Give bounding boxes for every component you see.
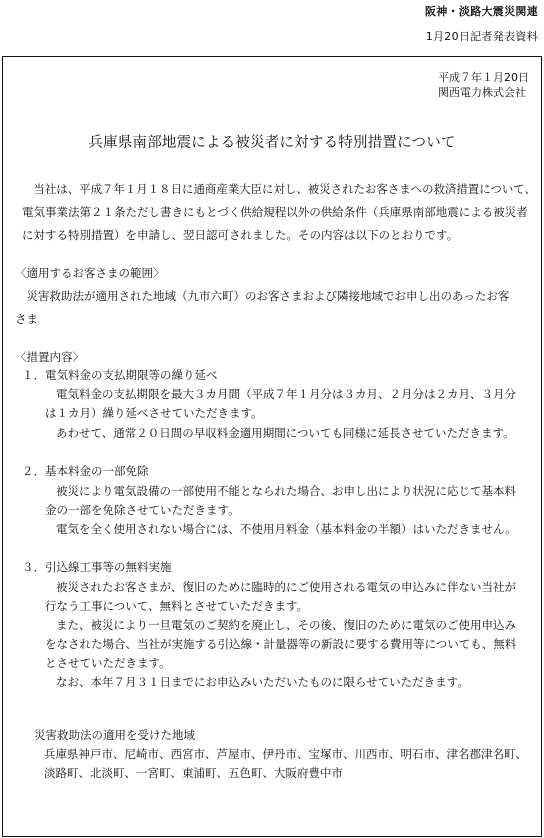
measure-line: 被災されたお客さまが、復旧のために臨時的にご使用される電気の申込みに伴ない当社が bbox=[56, 580, 516, 594]
areas-line: 淡路町、北淡町、一宮町、東浦町、五色町、大阪府豊中市 bbox=[44, 766, 343, 780]
areas-heading: 災害救助法の適用を受けた地域 bbox=[34, 728, 195, 742]
header-related-label: 阪神・淡路大震災関連 bbox=[425, 5, 538, 18]
areas-line: 兵庫県神戸市、尼崎市、西宮市、芦屋市、伊丹市、宝塚市、川西市、明石市、津名郡津名町、 bbox=[44, 747, 527, 761]
date-block bbox=[438, 70, 529, 100]
measure-line: をなされた場合、当社が実施する引込線・計量器等の新設に要する費用等についても、無料 bbox=[45, 637, 517, 651]
measure-line: また、被災により一旦電気のご契約を廃止し、その後、復旧のために電気のご使用申込み bbox=[56, 618, 516, 632]
intro-line: に対する特別措置）を申請し、翌日認可されました。その内容は以下のとおりです。 bbox=[22, 228, 459, 242]
document-title: 兵庫県南部地震による被災者に対する特別措置について bbox=[88, 135, 456, 151]
intro-line: 当社は、平成７年１月１８日に通商産業大臣に対し、被災されたお客さまへの救済措置について、 bbox=[22, 182, 536, 196]
measure-line: とさせていただきます。 bbox=[45, 656, 171, 670]
header-press-release-label: 1月20日記者発表資料 bbox=[425, 30, 538, 43]
company-name: 関西電力株式会社 bbox=[438, 86, 526, 99]
measure-title: ３．引込線工事等の無料実施 bbox=[22, 560, 172, 574]
document-date: 平成７年１月20日 bbox=[438, 71, 529, 84]
document-frame bbox=[2, 56, 542, 837]
measure-line: 金の一部を免除させていただきます。 bbox=[45, 503, 240, 517]
measure-line: あわせて、通常２０日間の早収料金適用期間についても同様に延長させていただきます。 bbox=[56, 426, 515, 440]
scope-line: さま bbox=[15, 312, 38, 326]
scope-line: 災害救助法が適用された地域（九市六町）のお客さまおよび隣接地域でお申し出のあったお客 bbox=[15, 289, 510, 303]
intro-line: 電気事業法第２１条ただし書きにもとづく供給規程以外の供給条件（兵庫県南部地震による被災者 bbox=[22, 205, 528, 219]
measure-title: ２．基本料金の一部免除 bbox=[22, 464, 149, 478]
measure-line: なお、本年７月３１日までにお申込みいただいたものに限らせていただきます。 bbox=[56, 675, 469, 689]
measure-line: 電気を全く使用されない場合には、不使用月料金（基本料金の半額）はいただきません。 bbox=[56, 522, 517, 536]
measure-line: 電気料金の支払期限を最大３カ月間（平成７年１月分は３カ月、２月分は２カ月、３月分 bbox=[56, 387, 516, 401]
scope-heading: 〈適用するお客さまの範囲〉 bbox=[15, 266, 165, 280]
measure-line: 行なう工事について、無料とさせていただきます。 bbox=[45, 599, 309, 613]
measure-line: 被災により電気設備の一部使用不能となられた場合、お申し出により状況に応じて基本料 bbox=[56, 484, 516, 498]
measure-title: １．電気料金の支払期限等の繰り延べ bbox=[22, 368, 218, 382]
measures-heading: 〈措置内容〉 bbox=[15, 350, 84, 364]
measure-line: は１カ月）繰り延べさせていただきます。 bbox=[45, 406, 263, 420]
